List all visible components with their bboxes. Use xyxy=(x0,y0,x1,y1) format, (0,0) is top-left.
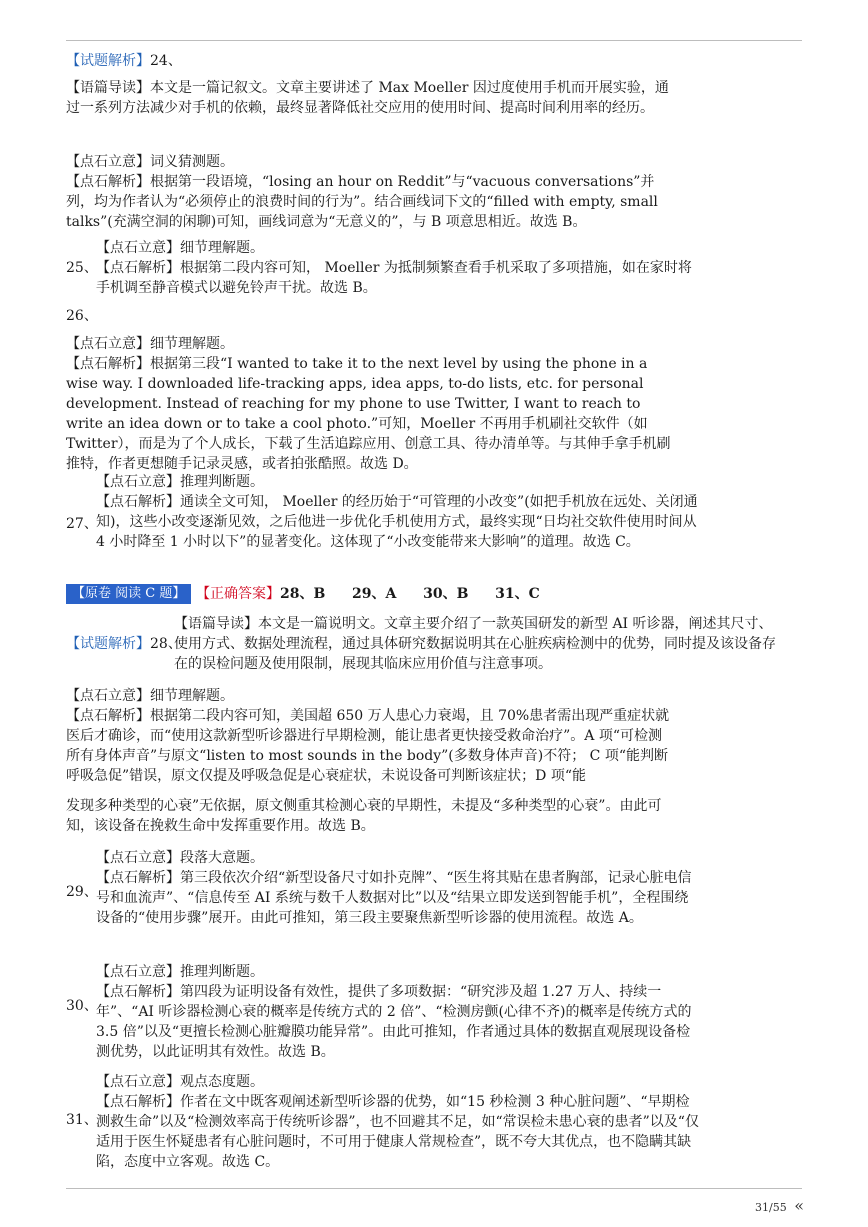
q24-guide xyxy=(66,78,676,118)
q28-analysis-2: 发现多种类型的心衰”无依据，原文侧重其检测心衰的早期性，未提及“多种类型的心衰”。由此可知，该设备在挽救生命中发挥重要作用。故选 B。 xyxy=(66,798,662,834)
q26-body xyxy=(66,334,676,474)
q29-body xyxy=(96,848,700,928)
q28-body xyxy=(66,686,676,786)
q27-body xyxy=(96,472,700,552)
q27-analysis: 【点石解析】通读全文可知， Moeller 的经历始于“可管理的小改变”(如把手机放在远处、关闭通知)，这些小改变逐渐见效，之后他进一步优化手机使用方式，最终实现“日均社交软件使用时间从 4 小时降至 1 小时以下”的显著变化。这体现了“小改变能带来大影响”的道理。故选 C。 xyxy=(96,494,698,550)
q31-body xyxy=(96,1072,700,1172)
q24-analysis: 【点石解析】根据第一段语境，“losing an hour on Reddit”与“vacuous conversations”并列，均为作者认为“必须停止的浪费时间的行为”。结合画线词下文的“filled with empty, small talks”(充满空洞的闲聊)可知，画线词意为“无意义的”，与 B 项意思相近。故选 B。 xyxy=(66,174,658,230)
q28-intent: 【点石立意】细节理解题。 xyxy=(66,688,234,704)
q24-intent: 【点石立意】词义猜测题。 xyxy=(66,154,234,170)
q31-number: 31、 xyxy=(66,1112,98,1128)
q28-body-continued xyxy=(66,796,676,836)
bottom-rule xyxy=(66,1188,802,1189)
q28-analysis-tag: 【试题解析】 xyxy=(66,636,150,652)
answer-label: 【正确答案】 xyxy=(196,586,280,602)
q24-number: 24、 xyxy=(150,53,182,69)
q26-intent: 【点石立意】细节理解题。 xyxy=(66,336,234,352)
q27-intent: 【点石立意】推理判断题。 xyxy=(96,474,264,490)
q30-number: 30、 xyxy=(66,998,98,1014)
q30-analysis: 【点石解析】第四段为证明设备有效性，提供了多项数据：“研究涉及超 1.27 万人、持续一年”、“AI 听诊器检测心衰的概率是传统方式的 2 倍”、“检测房颤(心律不齐)的概率是传统方式的 3.5 倍”以及“更擅长检测心脏瓣膜功能异常”。由此可推知，作者通过具体的数据直观展现设备检测优势，以此证明其有效性。故选 B。 xyxy=(96,984,692,1060)
section-c-answers xyxy=(196,584,540,604)
q28-number: 28、 xyxy=(150,636,182,652)
q25-number: 25、 xyxy=(66,260,98,276)
q27-number: 27、 xyxy=(66,516,98,532)
section-c-tag: 【原卷 阅读 C 题】 xyxy=(66,584,191,604)
q26-analysis: 【点石解析】根据第三段“I wanted to take it to the next level by using the phone in a wise way. I downloaded life-tracking apps, idea apps, to-do lists, etc. for personal development. Instead of reaching for my phone to use Twitter, I want to reach to write an idea down or to take a cool photo.”可知，Moeller 不再用手机刷社交软件（如 Twitter），而是为了个人成长，下载了生活追踪应用、创意工具、待办清单等。与其伸手拿手机刷推特，作者更想随手记录灵感，或者拍张酷照。故选 D。 xyxy=(66,356,671,472)
q26-number: 26、 xyxy=(66,308,98,324)
q25-intent: 【点石立意】细节理解题。 xyxy=(96,240,264,256)
q29-intent: 【点石立意】段落大意题。 xyxy=(96,850,264,866)
answer-30: 30、B xyxy=(423,586,469,602)
q25-analysis: 【点石解析】根据第二段内容可知， Moeller 为抵制频繁查看手机采取了多项措施，如在家时将手机调至静音模式以避免铃声干扰。故选 B。 xyxy=(96,260,692,296)
q24-guide-text: 【语篇导读】本文是一篇记叙文。文章主要讲述了 Max Moeller 因过度使用手机而开展实验，通过一系列方法减少对手机的依赖，最终显著降低社交应用的使用时间、提高时间利用率的经历。 xyxy=(66,80,669,116)
double-chevron-icon: « xyxy=(794,1196,804,1215)
q28-analysis-1: 【点石解析】根据第二段内容可知，美国超 650 万人患心力衰竭，且 70%患者需出现严重症状就医后才确诊，而“使用这款新型听诊器进行早期检测，能让患者更快接受救命治疗”。A 项“可检测所有身体声音”与原文“listen to most sounds in the body”(多数身体声音)不符； C 项“能判断呼吸急促”错误，原文仅提及呼吸急促是心衰症状，未说设备可判断该症状；D 项“能 xyxy=(66,708,670,784)
q28-guide-text: 【语篇导读】本文是一篇说明文。文章主要介绍了一款英国研发的新型 AI 听诊器，阐述其尺寸、使用方式、数据处理流程，通过具体研究数据说明其在心脏疾病检测中的优势，同时提及该设备存在的误检问题及使用限制，展现其临床应用价值与注意事项。 xyxy=(174,616,776,672)
q30-body xyxy=(96,962,700,1062)
analysis-tag: 【试题解析】 xyxy=(66,53,150,69)
q24-body xyxy=(66,152,676,232)
q31-intent: 【点石立意】观点态度题。 xyxy=(96,1074,264,1090)
q28-guide xyxy=(174,614,780,674)
page-footer xyxy=(755,1196,804,1215)
q29-analysis: 【点石解析】第三段依次介绍“新型设备尺寸如扑克牌”、“医生将其贴在患者胸部，记录心脏电信号和血流声”、“信息传至 AI 系统与数千人数据对比”以及“结果立即发送到智能手机”，全程围绕设备的“使用步骤”展开。由此可推知，第三段主要聚焦新型听诊器的使用流程。故选 A。 xyxy=(96,870,692,926)
answer-29: 29、A xyxy=(352,586,397,602)
q30-intent: 【点石立意】推理判断题。 xyxy=(96,964,264,980)
answer-28: 28、B xyxy=(280,586,326,602)
q25-body xyxy=(96,238,700,298)
q28-header xyxy=(66,634,182,654)
page-number: 31/55 xyxy=(755,1201,787,1214)
answer-31: 31、C xyxy=(495,586,540,602)
q29-number: 29、 xyxy=(66,884,98,900)
top-rule xyxy=(66,40,802,41)
q31-analysis: 【点石解析】作者在文中既客观阐述新型听诊器的优势，如“15 秒检测 3 种心脏问题”、“早期检测救生命”以及“检测效率高于传统听诊器”，也不回避其不足，如“常误检未患心衰的患者”以及“仅适用于医生怀疑患者有心脏问题时，不可用于健康人常规检查”，既不夸大其优点，也不隐瞒其缺陷，态度中立客观。故选 C。 xyxy=(96,1094,699,1170)
q24-header xyxy=(66,51,182,71)
